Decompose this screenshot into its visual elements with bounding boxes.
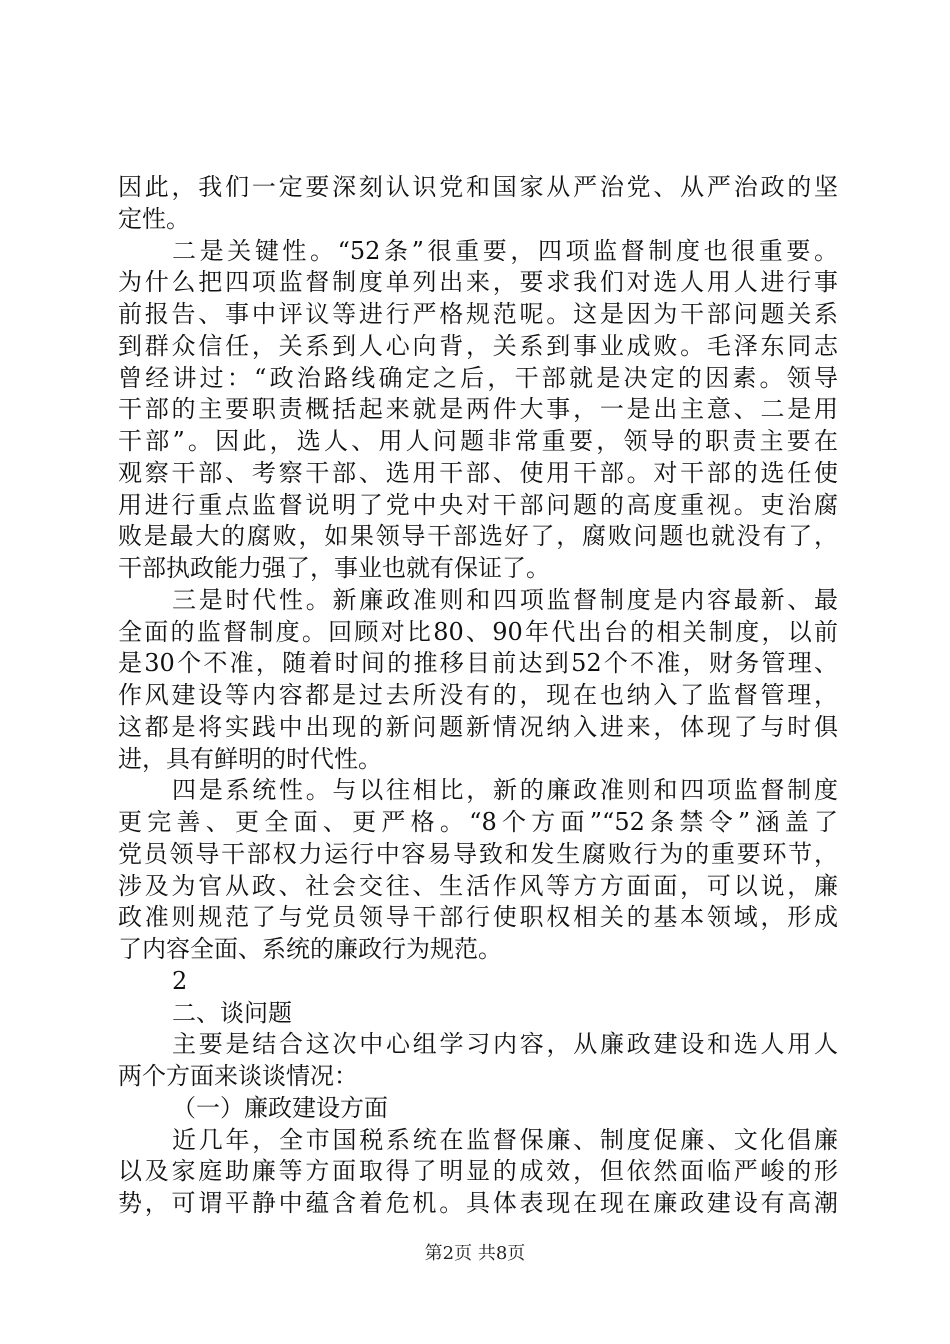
- text-line: 以及家庭助廉等方面取得了明显的成效，但依然面临严峻的形: [118, 1157, 838, 1186]
- text-line: 作风建设等内容都是过去所没有的，现在也纳入了监督管理，: [118, 681, 838, 709]
- text-line: 定性。: [118, 204, 190, 233]
- page-footer: 第2页 共8页: [424, 1243, 526, 1264]
- text-line: 全面的监督制度。回顾对比80、90年代出台的相关制度，以前: [118, 617, 838, 646]
- text-line: （一）廉政建设方面: [172, 1093, 388, 1122]
- text-line: 三是时代性。新廉政准则和四项监督制度是内容最新、最: [172, 585, 838, 614]
- text-line: 四是系统性。与以往相比，新的廉政准则和四项监督制度: [172, 776, 838, 805]
- text-line: 二是关键性。“52条”很重要，四项监督制度也很重要。: [172, 236, 838, 265]
- text-line: 涉及为官从政、社会交往、生活作风等方方面面，可以说，廉: [118, 871, 838, 900]
- text-line: 政准则规范了与党员领导干部行使职权相关的基本领域，形成: [118, 903, 838, 932]
- text-line: 势，可谓平静中蕴含着危机。具体表现在现在廉政建设有高潮: [118, 1189, 838, 1217]
- text-line: 前报告、事中评议等进行严格规范呢。这是因为干部问题关系: [118, 300, 838, 328]
- text-line: 为什么把四项监督制度单列出来，要求我们对选人用人进行事: [118, 268, 838, 297]
- text-line: 曾经讲过：“政治路线确定之后，干部就是决定的因素。领导: [118, 363, 838, 392]
- document-body: [118, 172, 838, 1220]
- text-line: 干部的主要职责概括起来就是两件大事，一是出主意、二是用: [118, 395, 838, 424]
- text-line: 观察干部、考察干部、选用干部、使用干部。对干部的选任使: [118, 458, 838, 487]
- text-line: 党员领导干部权力运行中容易导致和发生腐败行为的重要环节，: [118, 839, 838, 868]
- text-line: 干部”。因此，选人、用人问题非常重要，领导的职责主要在: [118, 427, 838, 455]
- text-line: 了内容全面、系统的廉政行为规范。: [118, 935, 502, 963]
- text-line: 到群众信任，关系到人心向背，关系到事业成败。毛泽东同志: [118, 331, 838, 360]
- text-line: 是30个不准，随着时间的推移目前达到52个不准，财务管理、: [118, 649, 838, 678]
- text-line: 2: [172, 966, 188, 995]
- text-line: 败是最大的腐败，如果领导干部选好了，腐败问题也就没有了，: [118, 522, 838, 551]
- text-line: 因此，我们一定要深刻认识党和国家从严治党、从严治政的坚: [118, 173, 838, 201]
- text-line: 主要是结合这次中心组学习内容，从廉政建设和选人用人: [172, 1030, 838, 1059]
- text-line: 干部执政能力强了，事业也就有保证了。: [118, 554, 550, 582]
- text-line: 这都是将实践中出现的新问题新情况纳入进来，体现了与时俱: [118, 712, 838, 741]
- text-line: 用进行重点监督说明了党中央对干部问题的高度重视。吏治腐: [118, 490, 838, 519]
- text-line: 两个方面来谈谈情况：: [118, 1062, 358, 1090]
- text-line: 进，具有鲜明的时代性。: [118, 744, 382, 773]
- text-line: 二、谈问题: [172, 998, 292, 1027]
- text-line: 近几年，全市国税系统在监督保廉、制度促廉、文化倡廉: [172, 1125, 838, 1154]
- text-line: 更完善、更全面、更严格。“8个方面”“52条禁令”涵盖了: [118, 808, 838, 836]
